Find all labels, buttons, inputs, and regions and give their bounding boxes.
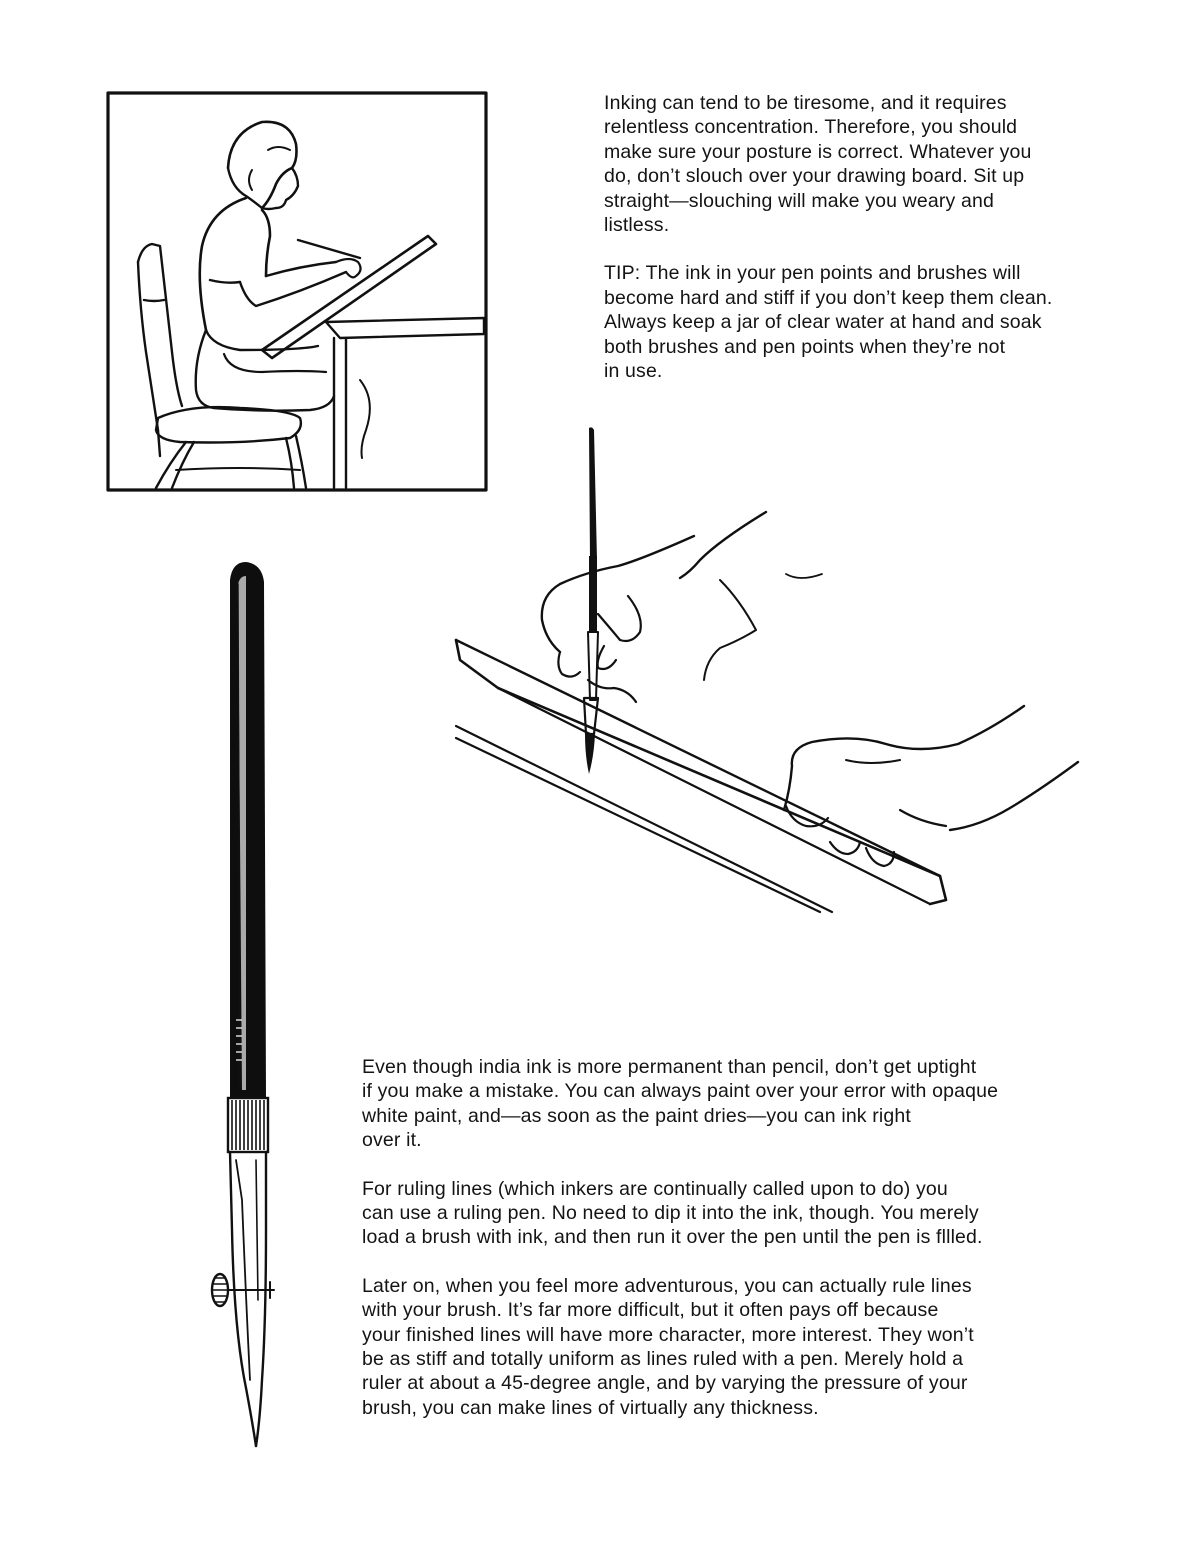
text-line: relentless concentration. Therefore, you should — [604, 116, 1018, 139]
mistake-paragraph — [362, 1055, 1062, 1153]
text-line: both brushes and pen points when they’re not — [604, 335, 1006, 358]
text-line: For ruling lines (which inkers are continually called upon to do) you — [362, 1177, 948, 1200]
text-line: straight—slouching will make you weary and — [604, 189, 994, 212]
brush-ruling-paragraph — [362, 1274, 1062, 1420]
seated-figure-illustration — [108, 93, 486, 490]
ruling-text-block — [362, 1055, 1062, 1420]
text-line: Later on, when you feel more adventurous, you can actually rule lines — [362, 1274, 972, 1297]
text-line: ruler at about a 45-degree angle, and by varying the pressure of your — [362, 1372, 968, 1395]
text-line: in use. — [604, 360, 663, 383]
text-line: be as stiff and totally uniform as lines ruled with a pen. Merely hold a — [362, 1348, 964, 1371]
ruling-pen-illustration — [212, 562, 274, 1446]
text-line: white paint, and—as soon as the paint dries—you can ink right — [362, 1104, 911, 1127]
text-line: do, don’t slouch over your drawing board. Sit up — [604, 165, 1025, 188]
text-line: Even though india ink is more permanent than pencil, don’t get uptight — [362, 1056, 977, 1078]
text-line: TIP: The ink in your pen points and brushes will — [604, 262, 1021, 285]
text-line: brush, you can make lines of virtually any thickness. — [362, 1396, 819, 1419]
brush-and-ruler-illustration — [456, 427, 1078, 912]
text-line: your finished lines will have more character, more interest. They won’t — [362, 1323, 974, 1346]
posture-paragraph — [604, 91, 1074, 237]
ruling-pen-paragraph — [362, 1177, 1062, 1250]
text-line: become hard and stiff if you don’t keep them clean. — [604, 286, 1053, 309]
text-line: make sure your posture is correct. Whatever you — [604, 140, 1032, 163]
text-line: over it. — [362, 1129, 422, 1152]
text-line: with your brush. It’s far more difficult, but it often pays off because — [362, 1299, 939, 1322]
posture-text-block — [604, 91, 1074, 383]
text-line: Always keep a jar of clear water at hand and soak — [604, 311, 1042, 334]
text-line: Inking can tend to be tiresome, and it requires — [604, 92, 1007, 114]
text-line: if you make a mistake. You can always paint over your error with opaque — [362, 1080, 999, 1103]
tip-paragraph — [604, 261, 1074, 383]
text-line: load a brush with ink, and then run it over the pen until the pen is fllled. — [362, 1226, 983, 1249]
text-line: can use a ruling pen. No need to dip it into the ink, though. You merely — [362, 1202, 979, 1225]
text-line: listless. — [604, 214, 670, 237]
